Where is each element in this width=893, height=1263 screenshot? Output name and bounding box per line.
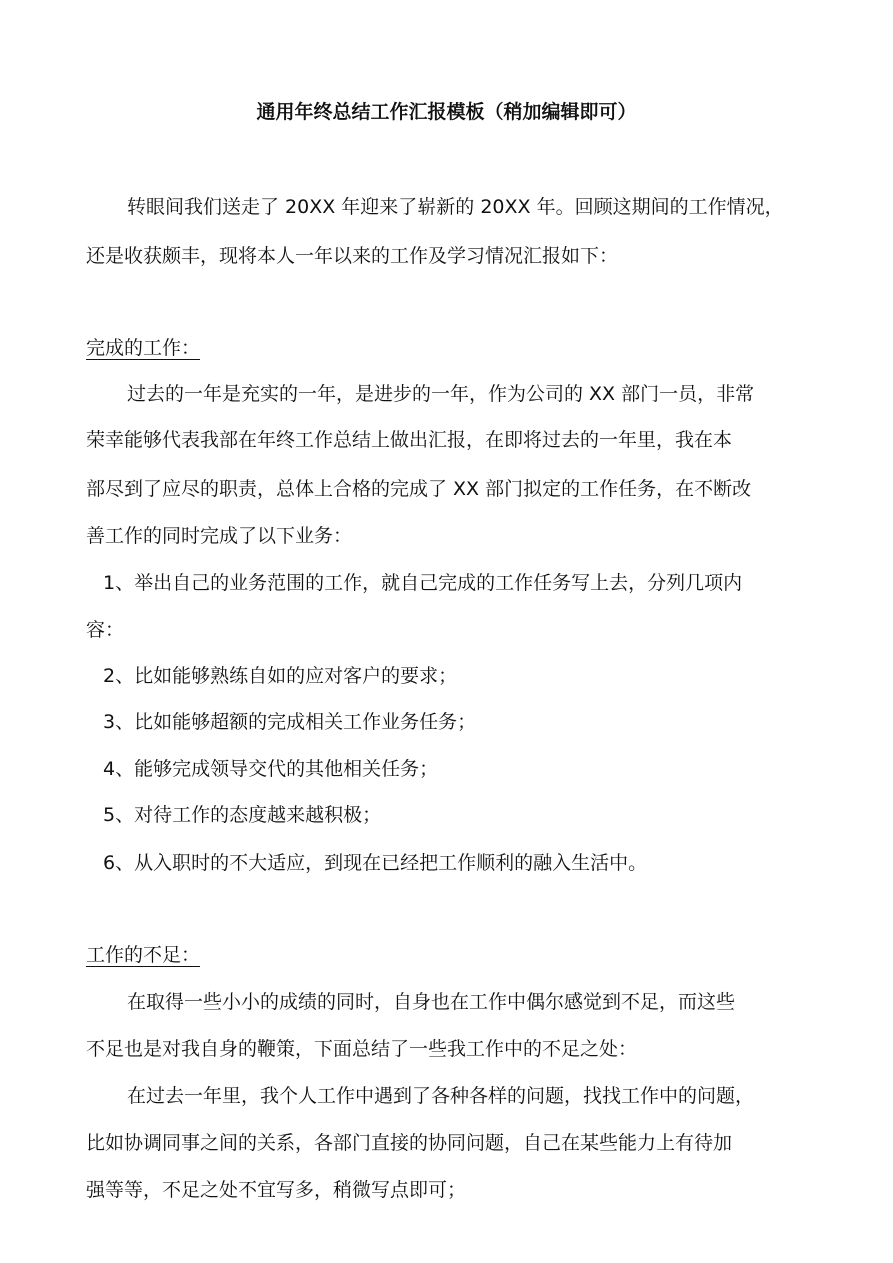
document-title: 通用年终总结工作汇报模板（稍加编辑即可） bbox=[256, 101, 637, 123]
paragraph-line: 善工作的同时完成了以下业务： bbox=[86, 525, 353, 547]
list-item: 6、从入职时的不大适应，到现在已经把工作顺利的融入生活中。 bbox=[103, 852, 648, 874]
paragraph-line: 不足也是对我自身的鞭策，下面总结了一些我工作中的不足之处： bbox=[86, 1038, 638, 1060]
paragraph-line: 强等等，不足之处不宜写多，稍微写点即可； bbox=[86, 1179, 467, 1201]
list-item: 3、比如能够超额的完成相关工作业务任务； bbox=[103, 711, 477, 733]
list-item: 2、比如能够熟练自如的应对客户的要求； bbox=[103, 665, 458, 687]
paragraph-line: 在过去一年里，我个人工作中遇到了各种各样的问题，找找工作中的问题， bbox=[127, 1085, 755, 1107]
intro-line-2: 还是收获颇丰，现将本人一年以来的工作及学习情况汇报如下： bbox=[86, 245, 619, 267]
intro-line-1: 转眼间我们送走了 20XX 年迎来了崭新的 20XX 年。回顾这期间的工作情况， bbox=[127, 196, 784, 218]
paragraph-line: 比如协调同事之间的关系，各部门直接的协同问题，自己在某些能力上有待加 bbox=[86, 1132, 733, 1154]
paragraph-line: 过去的一年是充实的一年，是进步的一年，作为公司的 XX 部门一员，非常 bbox=[127, 383, 755, 405]
section-heading-completed: 完成的工作： bbox=[86, 337, 201, 359]
list-item: 5、对待工作的态度越来越积极； bbox=[103, 804, 382, 826]
paragraph-line: 荣幸能够代表我部在年终工作总结上做出汇报，在即将过去的一年里，我在本 bbox=[86, 429, 733, 451]
paragraph-line: 部尽到了应尽的职责，总体上合格的完成了 XX 部门拟定的工作任务，在不断改 bbox=[86, 478, 752, 500]
list-item: 4、能够完成领导交代的其他相关任务； bbox=[103, 758, 439, 780]
list-item-continuation: 容： bbox=[86, 619, 125, 641]
list-item: 1、举出自己的业务范围的工作，就自己完成的工作任务写上去，分列几项内 bbox=[103, 572, 743, 594]
paragraph-line: 在取得一些小小的成绩的同时，自身也在工作中偶尔感觉到不足，而这些 bbox=[127, 991, 736, 1013]
section-heading-shortcomings: 工作的不足： bbox=[86, 944, 201, 966]
